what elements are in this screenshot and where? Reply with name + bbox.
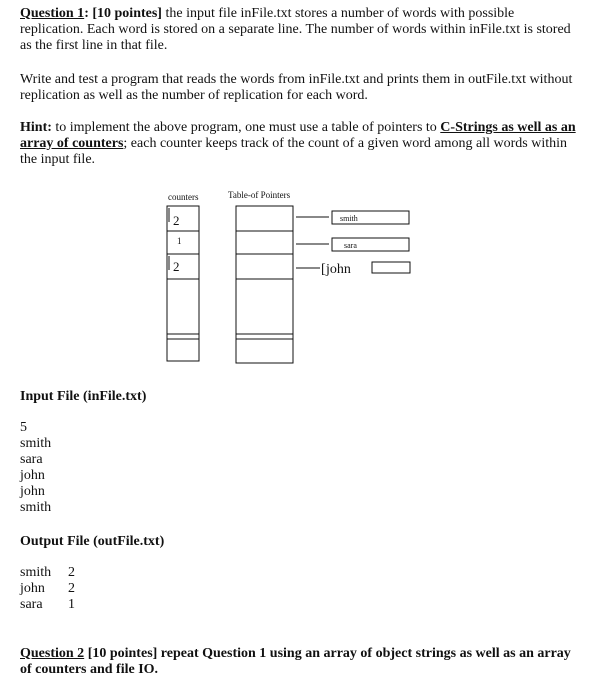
question2-label: Question 2 bbox=[20, 646, 85, 661]
output-file-title: Output File (outFile.txt) bbox=[20, 534, 165, 549]
pointer-table-diagram bbox=[160, 186, 420, 371]
counter-value-2: 1 bbox=[177, 236, 182, 246]
question1-label: Question 1 bbox=[20, 6, 85, 21]
question1-intro: the input file inFile.txt stores a number of words with possible replication. Each word is stored on a separate line. The number of words within inFile.txt is stored as the first line in that file. bbox=[20, 6, 571, 53]
hint-bold: C-Strings as well as an array of counters bbox=[20, 120, 576, 151]
input-line-4: john bbox=[20, 468, 45, 483]
hint-pre: to implement the above program, one must use a table of pointers to bbox=[51, 120, 441, 135]
question1-task: Write and test a program that reads the words from inFile.txt and prints them in outFile.txt without replication as well as the number of replication for each word. bbox=[20, 72, 573, 103]
question1-points: [10 pointes] bbox=[92, 6, 162, 21]
input-file-title: Input File (inFile.txt) bbox=[20, 389, 147, 404]
counter-value-1: 2 bbox=[173, 213, 180, 228]
word-sara: sara bbox=[344, 241, 357, 250]
output-row: sara 1 bbox=[20, 597, 75, 612]
word-box-john bbox=[372, 262, 410, 273]
word-smith: smith bbox=[340, 214, 358, 223]
word-john: john bbox=[326, 262, 351, 277]
counters-array bbox=[167, 206, 199, 361]
question1-paragraph: Question 1: [10 pointes] the input file inFile.txt stores a number of words with possible replication. Each word is stored on a separate line. The number of words within inFile.txt is stored as the first line in that file. bbox=[20, 6, 571, 53]
hint-post: ; each counter keeps track of the count of a given word among all words within the input file. bbox=[20, 136, 568, 167]
input-line-2: smith bbox=[20, 436, 52, 451]
question2-paragraph bbox=[20, 646, 580, 678]
counter-value-3: 2 bbox=[173, 259, 180, 274]
input-line-5: john bbox=[20, 484, 45, 499]
question2-text: [10 pointes] repeat Question 1 using an array of object strings as well as an array of counters and file IO. bbox=[20, 646, 571, 677]
input-line-1: 5 bbox=[20, 420, 27, 435]
output-row: john 2 bbox=[20, 581, 75, 596]
svg-text:[: [ bbox=[321, 262, 326, 277]
output-row: smith 2 bbox=[20, 565, 75, 580]
input-line-6: smith bbox=[20, 500, 52, 515]
input-line-3: sara bbox=[20, 452, 43, 467]
hint-paragraph bbox=[20, 120, 580, 168]
hint-label: Hint: bbox=[20, 120, 52, 135]
counters-label: counters bbox=[168, 192, 199, 202]
table-label: Table-of Pointers bbox=[228, 190, 291, 200]
